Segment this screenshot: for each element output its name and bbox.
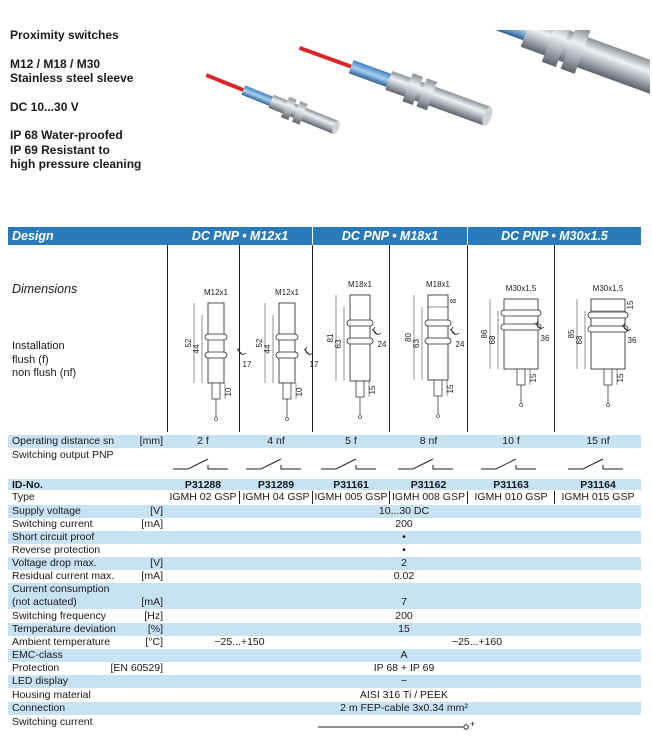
tempdev-unit: [%] <box>147 623 163 635</box>
supply-value: 10...30 DC <box>378 505 430 517</box>
tempdev-value: 15 <box>398 623 410 635</box>
cable-end <box>215 418 218 421</box>
dimension-length-label: 81 <box>326 333 335 343</box>
nut <box>347 320 373 326</box>
id-value: P31164 <box>580 479 616 491</box>
dimension-thread-length-label: 68 <box>488 335 497 345</box>
switch-no-icon <box>568 459 623 469</box>
ambient-unit: [°C] <box>145 636 163 648</box>
nut <box>588 326 628 332</box>
vdrop-value: 2 <box>401 557 407 569</box>
consumption-sublabel: (not actuated) <box>12 596 77 608</box>
dimension-drawings <box>8 245 641 432</box>
dimension-thread-length-label: 44 <box>263 344 272 354</box>
emc-label: EMC-class <box>12 649 63 661</box>
nut <box>588 312 628 318</box>
row-id <box>8 479 641 490</box>
consumption-value: 7 <box>401 596 407 608</box>
dimension-thread-length-label: 63 <box>334 339 343 349</box>
intro-voltage: DC 10...30 V <box>10 99 79 114</box>
thread-label: M12x1 <box>274 288 300 297</box>
dimensions-title: Dimensions <box>12 282 78 296</box>
intro-cleaning: high pressure cleaning <box>10 157 142 171</box>
connector <box>604 369 612 385</box>
connector <box>356 381 364 397</box>
id-value: P31162 <box>410 479 447 491</box>
dimension-length-label: 52 <box>255 338 264 348</box>
thread-label: M18x1 <box>425 280 451 289</box>
thread-label: M18x1 <box>347 280 373 289</box>
row-protection <box>8 662 641 675</box>
thread-label: M12x1 <box>203 288 229 297</box>
design-heading: Design <box>12 229 54 243</box>
opdist-label: Operating distance sn <box>12 435 115 447</box>
row-ambient-temp <box>8 636 641 649</box>
type-value: IGMH 008 GSP <box>392 491 465 503</box>
wiring-plus-label: + <box>470 719 476 729</box>
consumption-label: Current consumption <box>12 583 110 595</box>
swcurrent-value: 200 <box>395 518 413 530</box>
dimension-length-label: 85 <box>567 329 576 339</box>
group-m18-heading: DC PNP • M18x1 <box>341 229 439 243</box>
row-switching-current-2 <box>8 716 641 730</box>
wrench-size-label: 24 <box>377 340 387 349</box>
row-connection <box>8 702 641 715</box>
nut <box>501 324 541 330</box>
row-switching-current <box>8 518 641 531</box>
sensor-body <box>591 299 625 369</box>
cable-end <box>520 404 523 407</box>
housing-label: Housing material <box>12 689 91 701</box>
nut <box>501 310 541 316</box>
intro-ip69: IP 69 Resistant to <box>10 142 110 157</box>
wrench-size-label: 24 <box>455 340 465 349</box>
id-value: P31161 <box>333 479 369 491</box>
dimension-length-label: 80 <box>404 333 413 342</box>
frequency-unit: [Hz] <box>144 610 163 622</box>
product-photo <box>205 30 650 210</box>
ambient-label: Ambient temperature <box>12 636 111 648</box>
opdist-value: 2 f <box>197 435 209 447</box>
connector <box>212 383 220 399</box>
table-header <box>8 227 641 245</box>
reverse-label: Reverse protection <box>12 544 101 556</box>
dimension-thread-length-label: 63 <box>412 339 421 348</box>
switch-no-icon <box>398 459 453 469</box>
shortcirc-value: • <box>402 531 406 543</box>
cable-dimension-label: 15 <box>529 373 538 383</box>
sensor-body <box>279 303 295 383</box>
opdist-value: 10 f <box>502 435 520 447</box>
cable-dimension-label: 15 <box>368 385 377 395</box>
flush-text: flush (f) <box>12 353 49 366</box>
reverse-value: • <box>402 544 406 556</box>
vdrop-unit: [V] <box>150 557 163 569</box>
dimension-top-label: 15 <box>626 300 635 310</box>
switch-symbols <box>8 449 641 475</box>
row-temp-deviation <box>8 623 641 636</box>
residual-label: Residual current max. <box>12 570 115 582</box>
connection-label: Connection <box>12 702 66 714</box>
cable-dimension-label: 10 <box>295 387 304 397</box>
type-value: IGMH 010 GSP <box>474 491 548 503</box>
cable-dimension-label: 15 <box>446 384 455 394</box>
wrench-icon <box>450 327 459 335</box>
swcurrent-unit: [mA] <box>141 518 163 530</box>
nut <box>425 320 451 326</box>
connector <box>434 380 442 396</box>
id-label: ID-No. <box>12 479 43 491</box>
thread-label: M30x1,5 <box>505 284 537 293</box>
residual-value: 0.02 <box>393 570 415 582</box>
sensor-body <box>428 295 448 380</box>
protection-value: IP 68 + IP 69 <box>373 662 435 674</box>
nut <box>276 334 298 340</box>
supply-label: Supply voltage <box>12 505 81 517</box>
non-flush-text: non flush (nf) <box>12 367 77 379</box>
shortcirc-label: Short circuit proof <box>12 531 95 543</box>
row-residual-current <box>8 570 641 583</box>
switchout-label: Switching output PNP <box>12 449 114 461</box>
led-label: LED display <box>12 675 69 687</box>
emc-value: A <box>400 649 408 661</box>
type-value: IGMH 04 GSP <box>242 491 310 503</box>
installation-text: Installation <box>12 340 65 352</box>
dimension-thread-length-label: 44 <box>192 344 201 354</box>
row-consumption-1 <box>8 583 641 596</box>
row-consumption-2 <box>8 596 641 609</box>
connector <box>283 383 291 399</box>
nut <box>205 334 227 340</box>
cable-end <box>286 418 289 421</box>
id-value: P31163 <box>493 479 529 491</box>
opdist-value: 5 f <box>345 435 357 447</box>
opdist-value: 8 nf <box>419 435 438 447</box>
group-m30-heading: DC PNP • M30x1.5 <box>501 229 608 243</box>
wrench-size-label: 36 <box>540 334 550 343</box>
supply-unit: [V] <box>150 505 163 517</box>
protection-unit: [EN 60529] <box>110 662 163 674</box>
frequency-value: 200 <box>395 610 413 622</box>
residual-unit: [mA] <box>141 570 163 582</box>
swcurrent2-label: Switching current <box>12 716 93 728</box>
row-housing <box>8 689 641 702</box>
group-m12-heading: DC PNP • M12x1 <box>191 229 289 243</box>
intro-title: Proximity switches <box>10 28 119 42</box>
wrench-size-label: 17 <box>309 360 319 369</box>
switch-no-icon <box>481 459 536 469</box>
vdrop-label: Voltage drop max. <box>12 557 97 569</box>
id-value: P31289 <box>257 479 295 491</box>
cable-dimension-label: 10 <box>224 387 233 397</box>
row-voltage-drop <box>8 557 641 570</box>
nut <box>205 352 227 358</box>
opdist-unit: [mm] <box>139 435 163 447</box>
row-switching-output <box>8 449 641 475</box>
consumption-unit: [mA] <box>141 596 163 608</box>
type-value: IGMH 02 GSP <box>169 491 237 503</box>
row-type <box>8 491 641 504</box>
wrench-icon <box>372 327 381 335</box>
row-short-circuit <box>8 531 641 544</box>
row-frequency <box>8 610 641 623</box>
cable-end <box>359 416 362 419</box>
intro-ip68: IP 68 Water-proofed <box>10 128 123 142</box>
cable-end <box>607 404 610 407</box>
dimensions-area <box>8 245 641 432</box>
row-led <box>8 675 641 688</box>
dimension-thread-length-label: 68 <box>575 335 584 345</box>
sensor-body <box>504 299 538 369</box>
intro-block <box>10 28 210 172</box>
wrench-icon <box>237 347 246 355</box>
nut <box>276 352 298 358</box>
thread-label: M30x1,5 <box>592 284 624 293</box>
sensor-body <box>208 303 224 383</box>
intro-sizes: M12 / M18 / M30 <box>10 56 101 71</box>
connector <box>517 369 525 385</box>
row-emc <box>8 649 641 662</box>
ambient-value-m12: −25...+150 <box>214 636 265 648</box>
nut <box>425 338 451 344</box>
type-label: Type <box>12 491 35 503</box>
wrench-size-label: 36 <box>627 336 637 345</box>
type-value: IGMH 005 GSP <box>314 491 388 503</box>
type-value: IGMH 015 GSP <box>561 491 635 503</box>
wiring-diagram-fragment <box>8 716 641 730</box>
frequency-label: Switching frequency <box>12 610 106 622</box>
housing-value: AISI 316 Ti / PEEK <box>359 689 449 701</box>
nut <box>347 338 373 344</box>
dimension-length-label: 86 <box>480 329 489 339</box>
row-operating-distance <box>8 435 641 448</box>
wrench-size-label: 17 <box>242 360 252 369</box>
wrench-icon <box>304 347 313 355</box>
row-supply-voltage <box>8 505 641 518</box>
led-value: − <box>400 675 408 687</box>
dimension-length-label: 52 <box>184 338 193 348</box>
opdist-value: 4 nf <box>267 435 285 447</box>
opdist-value: 15 nf <box>586 435 610 447</box>
connection-value: 2 m FEP-cable 3x0.34 mm² <box>340 702 468 714</box>
id-value: P31288 <box>184 479 222 491</box>
ambient-value-m18-m30: −25...+160 <box>451 636 503 648</box>
protection-label: Protection <box>12 662 60 674</box>
swcurrent-label: Switching current <box>12 518 93 530</box>
cable-end <box>437 415 440 418</box>
row-reverse-protection <box>8 544 641 557</box>
switch-no-icon <box>173 459 228 469</box>
dimension-top-label: 8 <box>449 298 458 304</box>
intro-sleeve: Stainless steel sleeve <box>10 71 134 85</box>
tempdev-label: Temperature deviation <box>12 623 116 635</box>
switch-no-icon <box>321 459 376 469</box>
switch-no-icon <box>246 459 301 469</box>
cable-dimension-label: 15 <box>616 373 625 383</box>
